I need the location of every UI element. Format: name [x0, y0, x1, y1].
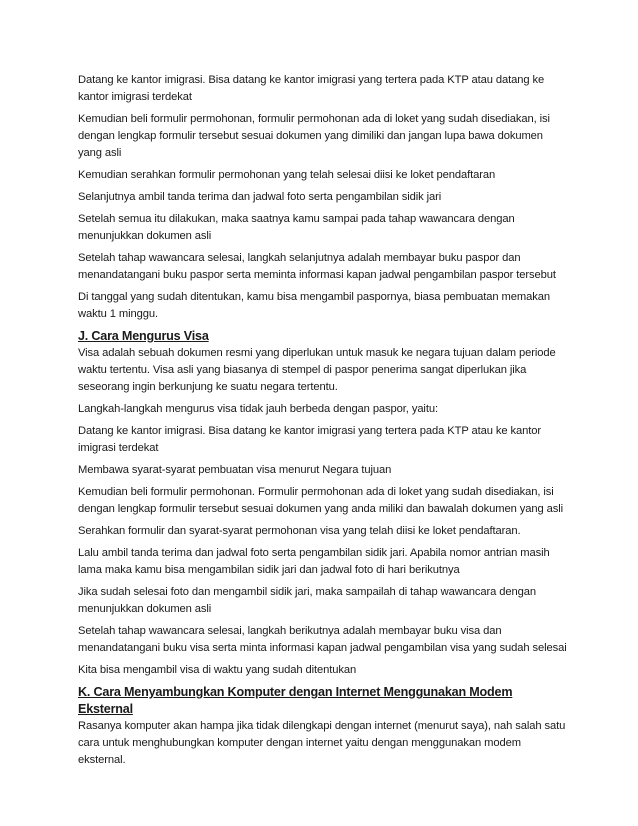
paragraph-visa-step: Serahkan formulir dan syarat-syarat permohonan visa yang telah diisi ke loket pendaftaran.	[78, 525, 521, 537]
paragraph-step: Setelah tahap wawancara selesai, langkah selanjutnya adalah membayar buku paspor dan menandatangani buku paspor serta meminta informasi kapan jadwal pengambilan paspor tersebut	[78, 252, 556, 281]
paragraph-visa-step: Datang ke kantor imigrasi. Bisa datang ke kantor imigrasi yang tertera pada KTP atau ke kantor imigrasi terdekat	[78, 425, 542, 454]
paragraph-visa-step: Membawa syarat-syarat pembuatan visa menurut Negara tujuan	[78, 464, 392, 476]
paragraph-step: Datang ke kantor imigrasi. Bisa datang ke kantor imigrasi yang tertera pada KTP atau datang ke kantor imigrasi terdekat	[78, 74, 545, 103]
section-heading-modem: K. Cara Menyambungkan Komputer dengan Internet Menggunakan Modem Eksternal	[78, 685, 513, 716]
paragraph-visa-step: Jika sudah selesai foto dan mengambil sidik jari, maka sampailah di tahap wawancara dengan menunjukkan dokumen asli	[78, 586, 537, 615]
paragraph-visa-intro: Visa adalah sebuah dokumen resmi yang diperlukan untuk masuk ke negara tujuan dalam periode waktu tertentu. Visa asli yang biasanya di stempel di paspor penerima sangat diperlukan jika seseorang ingin berkunjung ke suatu negara tertentu.	[78, 347, 556, 393]
paragraph-visa-step: Kemudian beli formulir permohonan. Formulir permohonan ada di loket yang sudah disediakan, isi dengan lengkap formulir tersebut sesuai dokumen yang anda miliki dan bawalah dokumen yang asli	[78, 486, 564, 515]
paragraph-step: Kemudian serahkan formulir permohonan yang telah selesai diisi ke loket pendaftaran	[78, 169, 496, 181]
paragraph-step: Kemudian beli formulir permohonan, formulir permohonan ada di loket yang sudah disediakan, isi dengan lengkap formulir tersebut sesuai dokumen yang dimiliki dan jangan lupa bawa dokumen yang asli	[78, 113, 550, 159]
paragraph-visa-step: Setelah tahap wawancara selesai, langkah berikutnya adalah membayar buku visa dan menandatangani buku visa serta minta informasi kapan jadwal pengambilan visa yang sudah selesai	[78, 625, 567, 654]
paragraph-step: Selanjutnya ambil tanda terima dan jadwal foto serta pengambilan sidik jari	[78, 191, 442, 203]
paragraph-step: Di tanggal yang sudah ditentukan, kamu bisa mengambil paspornya, biasa pembuatan memakan waktu 1 minggu.	[78, 291, 550, 320]
paragraph-visa-step: Kita bisa mengambil visa di waktu yang sudah ditentukan	[78, 664, 357, 676]
paragraph-visa-step: Lalu ambil tanda terima dan jadwal foto serta pengambilan sidik jari. Apabila nomor antrian masih lama maka kamu bisa mengambilan sidik jari dan jadwal foto di hari berikutnya	[78, 547, 550, 576]
paragraph-step: Setelah semua itu dilakukan, maka saatnya kamu sampai pada tahap wawancara dengan menunjukkan dokumen asli	[78, 213, 515, 242]
section-heading-visa: J. Cara Mengurus Visa	[78, 329, 209, 343]
paragraph-visa-steps-intro: Langkah-langkah mengurus visa tidak jauh berbeda dengan paspor, yaitu:	[78, 403, 438, 415]
document-page	[78, 72, 568, 774]
paragraph-modem-intro: Rasanya komputer akan hampa jika tidak dilengkapi dengan internet (menurut saya), nah salah satu cara untuk menghubungkan komputer dengan internet yaitu dengan menggunakan modem eksternal.	[78, 720, 566, 766]
